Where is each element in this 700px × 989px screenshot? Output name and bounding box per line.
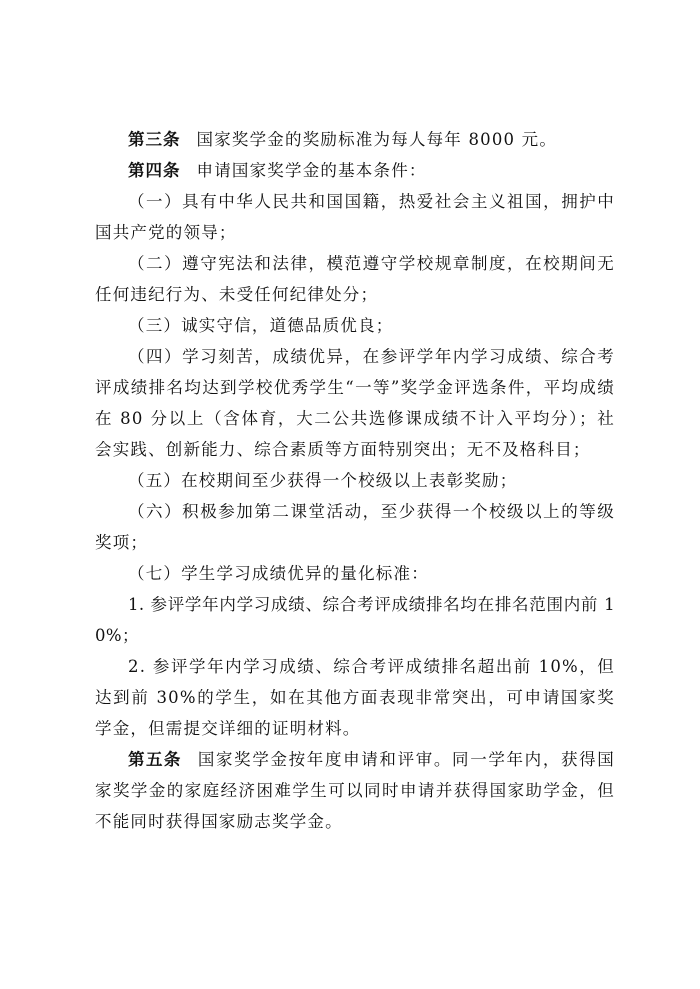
- article-5-heading: 第五条: [128, 750, 182, 769]
- document-body: [95, 124, 615, 837]
- condition-4: （四）学习刻苦，成绩优异，在参评学年内学习成绩、综合考评成绩排名均达到学校优秀学生“一等”奖学金评选条件，平均成绩在 80 分以上（含体育，大二公共选修课成绩不计入平均分）；社会实践、创新能力、综合素质等方面特别突出；无不及格科目；: [95, 347, 615, 459]
- article-3-paragraph: [95, 124, 615, 155]
- article-5-text: 国家奖学金按年度申请和评审。同一学年内，获得国家奖学金的家庭经济困难学生可以同时申请并获得国家助学金，但不能同时获得国家励志奖学金。: [95, 750, 615, 831]
- condition-2: （二）遵守宪法和法律，模范遵守学校规章制度，在校期间无任何违纪行为、未受任何纪律处分；: [95, 254, 615, 304]
- article-4-paragraph: [95, 155, 615, 186]
- article-4-text: 申请国家奖学金的基本条件：: [196, 161, 427, 180]
- article-5-paragraph: [95, 744, 615, 837]
- article-3-heading: 第三条: [128, 130, 181, 149]
- quantitative-standard-2: 2. 参评学年内学习成绩、综合考评成绩排名超出前 10%，但达到前 30%的学生，如在其他方面表现非常突出，可申请国家奖学金，但需提交详细的证明材料。: [95, 657, 615, 738]
- article-4-heading: 第四条: [128, 161, 181, 180]
- condition-5: （五）在校期间至少获得一个校级以上表彰奖励；: [128, 471, 518, 490]
- condition-6: （六）积极参加第二课堂活动，至少获得一个校级以上的等级奖项；: [95, 502, 615, 552]
- article-3-text: 国家奖学金的奖励标准为每人每年 8000 元。: [196, 130, 558, 149]
- condition-3: （三）诚实守信，道德品质优良；: [128, 316, 394, 335]
- condition-7: （七）学生学习成绩优异的量化标准：: [128, 564, 429, 583]
- condition-1: （一）具有中华人民共和国国籍，热爱社会主义祖国，拥护中国共产党的领导；: [95, 192, 615, 242]
- quantitative-standard-1: 1. 参评学年内学习成绩、综合考评成绩排名均在排名范围内前 10%；: [95, 595, 615, 645]
